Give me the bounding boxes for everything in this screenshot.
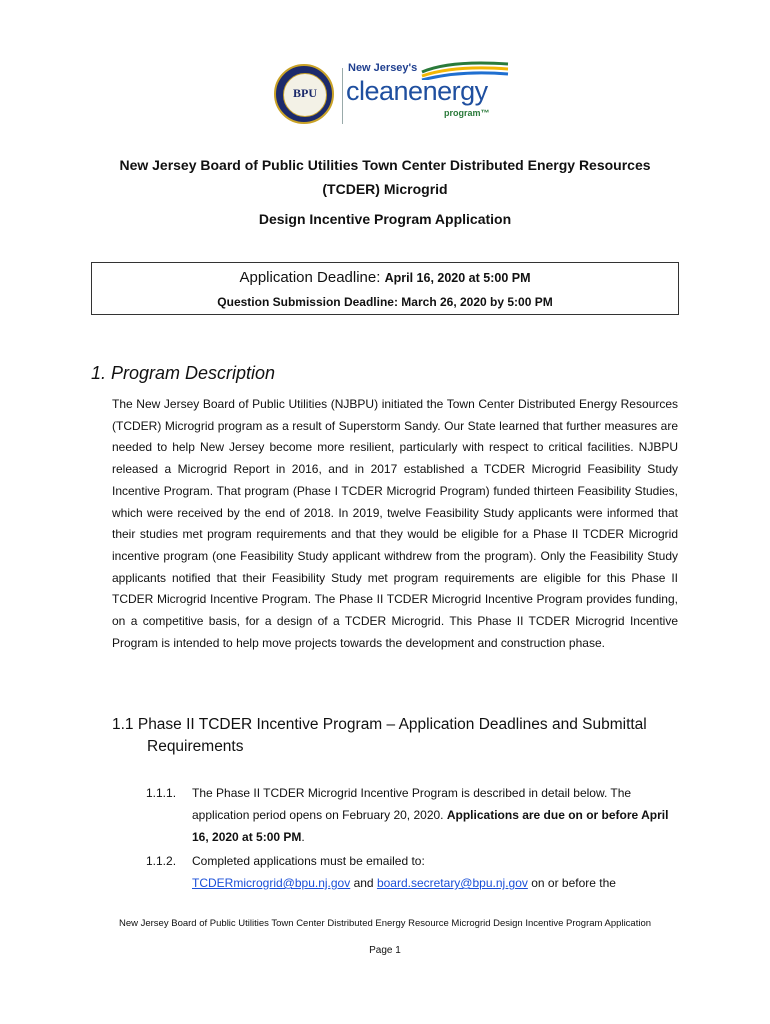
section-1-1-heading-line2: Requirements: [147, 738, 244, 755]
page-footer: New Jersey Board of Public Utilities Town Center Distributed Energy Resource Microgrid Design Incentive Program Application: [118, 918, 652, 929]
item-text: [192, 850, 678, 894]
item-1-text: The Phase II TCDER Microgrid Incentive Program is described in detail below. The application period opens on February 20, 2020.: [192, 786, 632, 822]
item-2-text: Completed applications must be emailed to:: [192, 854, 425, 868]
deadline-box: [91, 262, 679, 315]
logo-divider: [342, 68, 343, 124]
item-number: 1.1.2.: [146, 854, 177, 868]
logo-brand-sub: program™: [444, 108, 490, 118]
item-2-end: on or before the: [527, 876, 616, 890]
deadline-label: Application Deadline:: [239, 269, 381, 286]
question-deadline: Question Submission Deadline: March 26, 2020 by 5:00 PM: [217, 295, 553, 309]
document-title-line2: (TCDER) Microgrid: [322, 181, 448, 197]
application-deadline: [92, 269, 678, 286]
item-number: 1.1.1.: [146, 786, 177, 800]
logo-brand: cleanenergy: [346, 76, 488, 106]
section-1-heading: 1. Program Description: [91, 363, 276, 383]
item-1-end: .: [301, 830, 305, 844]
page-number: Page 1: [369, 945, 401, 956]
tcder-email-link[interactable]: TCDERmicrogrid@bpu.nj.gov: [192, 876, 351, 890]
section-1-1-heading: [112, 714, 672, 758]
item-1-bold: Applications are due on or before April 16, 2020 at 5:00 PM: [192, 808, 669, 844]
item-text: [192, 782, 678, 848]
seal-text: BPU: [293, 86, 317, 100]
bpu-cleanenergy-logo: [270, 58, 510, 130]
document-title-line3: Design Incentive Program Application: [258, 211, 512, 227]
section-1-1-heading-line1: 1.1 Phase II TCDER Incentive Program – Application Deadlines and Submittal: [112, 716, 647, 733]
logo-state-label: New Jersey's: [348, 62, 418, 74]
board-secretary-email-link[interactable]: board.secretary@bpu.nj.gov: [376, 876, 528, 890]
document-title-line1: New Jersey Board of Public Utilities Town Center Distributed Energy Resources: [119, 157, 651, 173]
bpu-seal-icon: [274, 64, 334, 124]
item-2-and: and: [350, 876, 377, 890]
deadline-value: April 16, 2020 at 5:00 PM: [384, 271, 531, 285]
section-1-body: The New Jersey Board of Public Utilities (NJBPU) initiated the Town Center Distributed Energy Resources (TCDER) Microgrid program as a result of Superstorm Sandy. Our State learned that further measures are needed to help New Jersey become more resilient, particularly with respect to critical facilities. NJBPU released a Microgrid Report in 2016, and in 2017 established a TCDER Microgrid Feasibility Study Incentive Program. That program (Phase I TCDER Microgrid Program) funded thirteen Feasibility Studies, which were received by the end of 2018. In 2019, twelve Feasibility Study applicants were informed that their studies met program requirements and that they would be eligible for a Phase II TCDER Microgrid incentive program (one Feasibility Study applicant withdrew from the program). Only the Feasibility Study applicants notified that their Feasibility Study met program requirements are eligible for this Phase II TCDER Microgrid Incentive Program. The Phase II TCDER Microgrid Incentive Program provides funding, on a competitive basis, for a design of a TCDER Microgrid. This Phase II TCDER Microgrid Incentive Program is intended to help move projects towards the development and construction phase.: [112, 397, 678, 650]
